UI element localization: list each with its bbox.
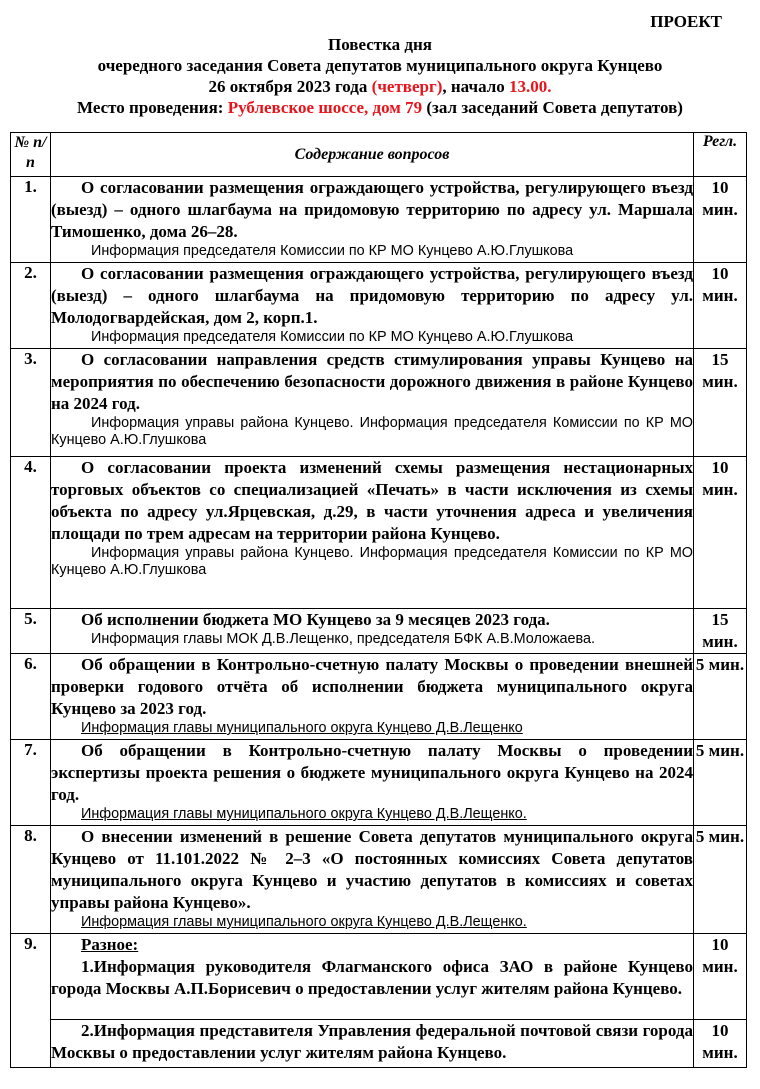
table-header-row [11,133,747,177]
item-content [51,654,694,740]
col-header-reg: Регл. [694,133,747,177]
item-content [51,263,694,349]
col-header-content: Содержание вопросов [51,133,694,177]
item-number: 7. [11,740,51,826]
item-reg: 5 мин. [694,740,747,826]
item-content [51,934,694,1020]
place-address: Рублевское шоссе, дом 79 [227,98,423,117]
item-subtitle: 2.Информация представителя Управления федеральной почтовой связи города Москвы о предоставлении услуг жителям района Кунцево. [51,1021,693,1062]
item-subtitle: 1.Информация руководителя Флагманского офиса ЗАО в районе Кунцево города Москвы А.П.Борисевич о предоставлении услуг жителям района Кунцево. [51,957,693,998]
item-number: 1. [11,177,51,263]
table-row [11,1020,747,1068]
item-number: 9. [11,934,51,1068]
meeting-name: очередного заседания Совета депутатов муниципального округа Кунцево [97,56,663,75]
meeting-date-line [0,76,760,97]
item-heading: Разное: [81,935,139,954]
item-info: Информация управы района Кунцево. Информация председателя Комиссии по КР МО Кунцево А.Ю.Глушкова [51,415,693,448]
item-number: 2. [11,263,51,349]
item-number: 6. [11,654,51,740]
meeting-start-label: , начало [442,77,510,96]
item-content [51,177,694,263]
item-number: 8. [11,826,51,934]
item-content [51,740,694,826]
place-room: (зал заседаний Совета депутатов) [422,98,683,117]
meeting-date: 26 октября 2023 года [208,77,372,96]
table-row [11,934,747,1020]
meeting-place-line [0,97,760,118]
table-row [11,457,747,609]
item-title: О согласовании размещения ограждающего устройства, регулирующего въезд (выезд) – одного шлагбаума на придомовую территорию по адресу ул. Маршала Тимошенко, дома 26–28. [51,178,693,241]
item-number: 3. [11,349,51,457]
item-title: О внесении изменений в решение Совета депутатов муниципального округа Кунцево от 11.101.2022 № 2–3 «О постоянных комиссиях Совета депутатов муниципального округа Кунцево и участию депутатов в комиссиях и советах управы района Кунцево». [51,827,693,912]
item-info: Информация председателя Комиссии по КР МО Кунцево А.Ю.Глушкова [91,243,574,259]
item-number: 4. [11,457,51,609]
item-content [51,1020,694,1068]
item-content [51,349,694,457]
agenda-title: Повестка дня [327,35,432,54]
item-title: Об обращении в Контрольно-счетную палату Москвы о проведении внешней проверки годового отчёта об исполнении бюджета муниципального округа Кунцево за 2023 год. [51,655,693,718]
table-row [11,740,747,826]
item-info: Информация управы района Кунцево. Информация председателя Комиссии по КР МО Кунцево А.Ю.Глушкова [51,545,693,578]
table-row [11,609,747,654]
item-reg: 5 мин. [694,826,747,934]
item-reg: 15 мин. [694,349,747,457]
item-info: Информация главы муниципального округа Кунцево Д.В.Лещенко [81,720,523,736]
table-row [11,826,747,934]
table-row [11,349,747,457]
item-info: Информация главы МОК Д.В.Лещенко, председателя БФК А.В.Моложаева. [91,631,596,647]
table-row [11,263,747,349]
item-title: Об исполнении бюджета МО Кунцево за 9 месяцев 2023 года. [81,610,550,629]
item-info: Информация главы муниципального округа Кунцево Д.В.Лещенко. [81,914,527,930]
table-row [11,177,747,263]
item-reg: 10 мин. [694,263,747,349]
table-row [11,654,747,740]
item-reg: 10 мин. [694,177,747,263]
item-reg: 10 мин. [694,457,747,609]
item-reg: 10 мин. [694,1020,747,1068]
item-content [51,609,694,654]
item-info: Информация главы муниципального округа Кунцево Д.В.Лещенко. [81,806,527,822]
col-header-number: № п/п [11,133,51,177]
item-reg: 5 мин. [694,654,747,740]
item-reg: 10 мин. [694,934,747,1020]
meeting-day: (четверг) [371,77,443,96]
item-title: Об обращении в Контрольно-счетную палату Москвы о проведении экспертизы проекта решения о бюджете муниципального округа Кунцево на 2024 год. [51,741,693,804]
item-title: О согласовании размещения ограждающего устройства, регулирующего въезд (выезд) – одного шлагбаума на придомовую территорию по адресу ул. Молодогвардейская, дом 2, корп.1. [51,264,693,327]
item-title: О согласовании направления средств стимулирования управы Кунцево на мероприятия по обеспечению безопасности дорожного движения в районе Кунцево на 2024 год. [51,350,693,413]
project-label: ПРОЕКТ [650,12,722,31]
agenda-table [10,132,747,1068]
place-label: Место проведения: [77,98,228,117]
item-title: О согласовании проекта изменений схемы размещения нестационарных торговых объектов со специализацией «Печать» в части исключения из схемы объекта по адресу ул.Ярцевская, д.29, в части уточнения адреса и увеличения площади по трем адресам на территории района Кунцево. [51,458,693,543]
item-reg: 15 мин. [694,609,747,654]
item-content [51,826,694,934]
item-number: 5. [11,609,51,654]
item-info: Информация председателя Комиссии по КР МО Кунцево А.Ю.Глушкова [91,329,574,345]
item-content [51,457,694,609]
agenda-header [0,34,760,118]
meeting-time: 13.00. [509,77,552,96]
